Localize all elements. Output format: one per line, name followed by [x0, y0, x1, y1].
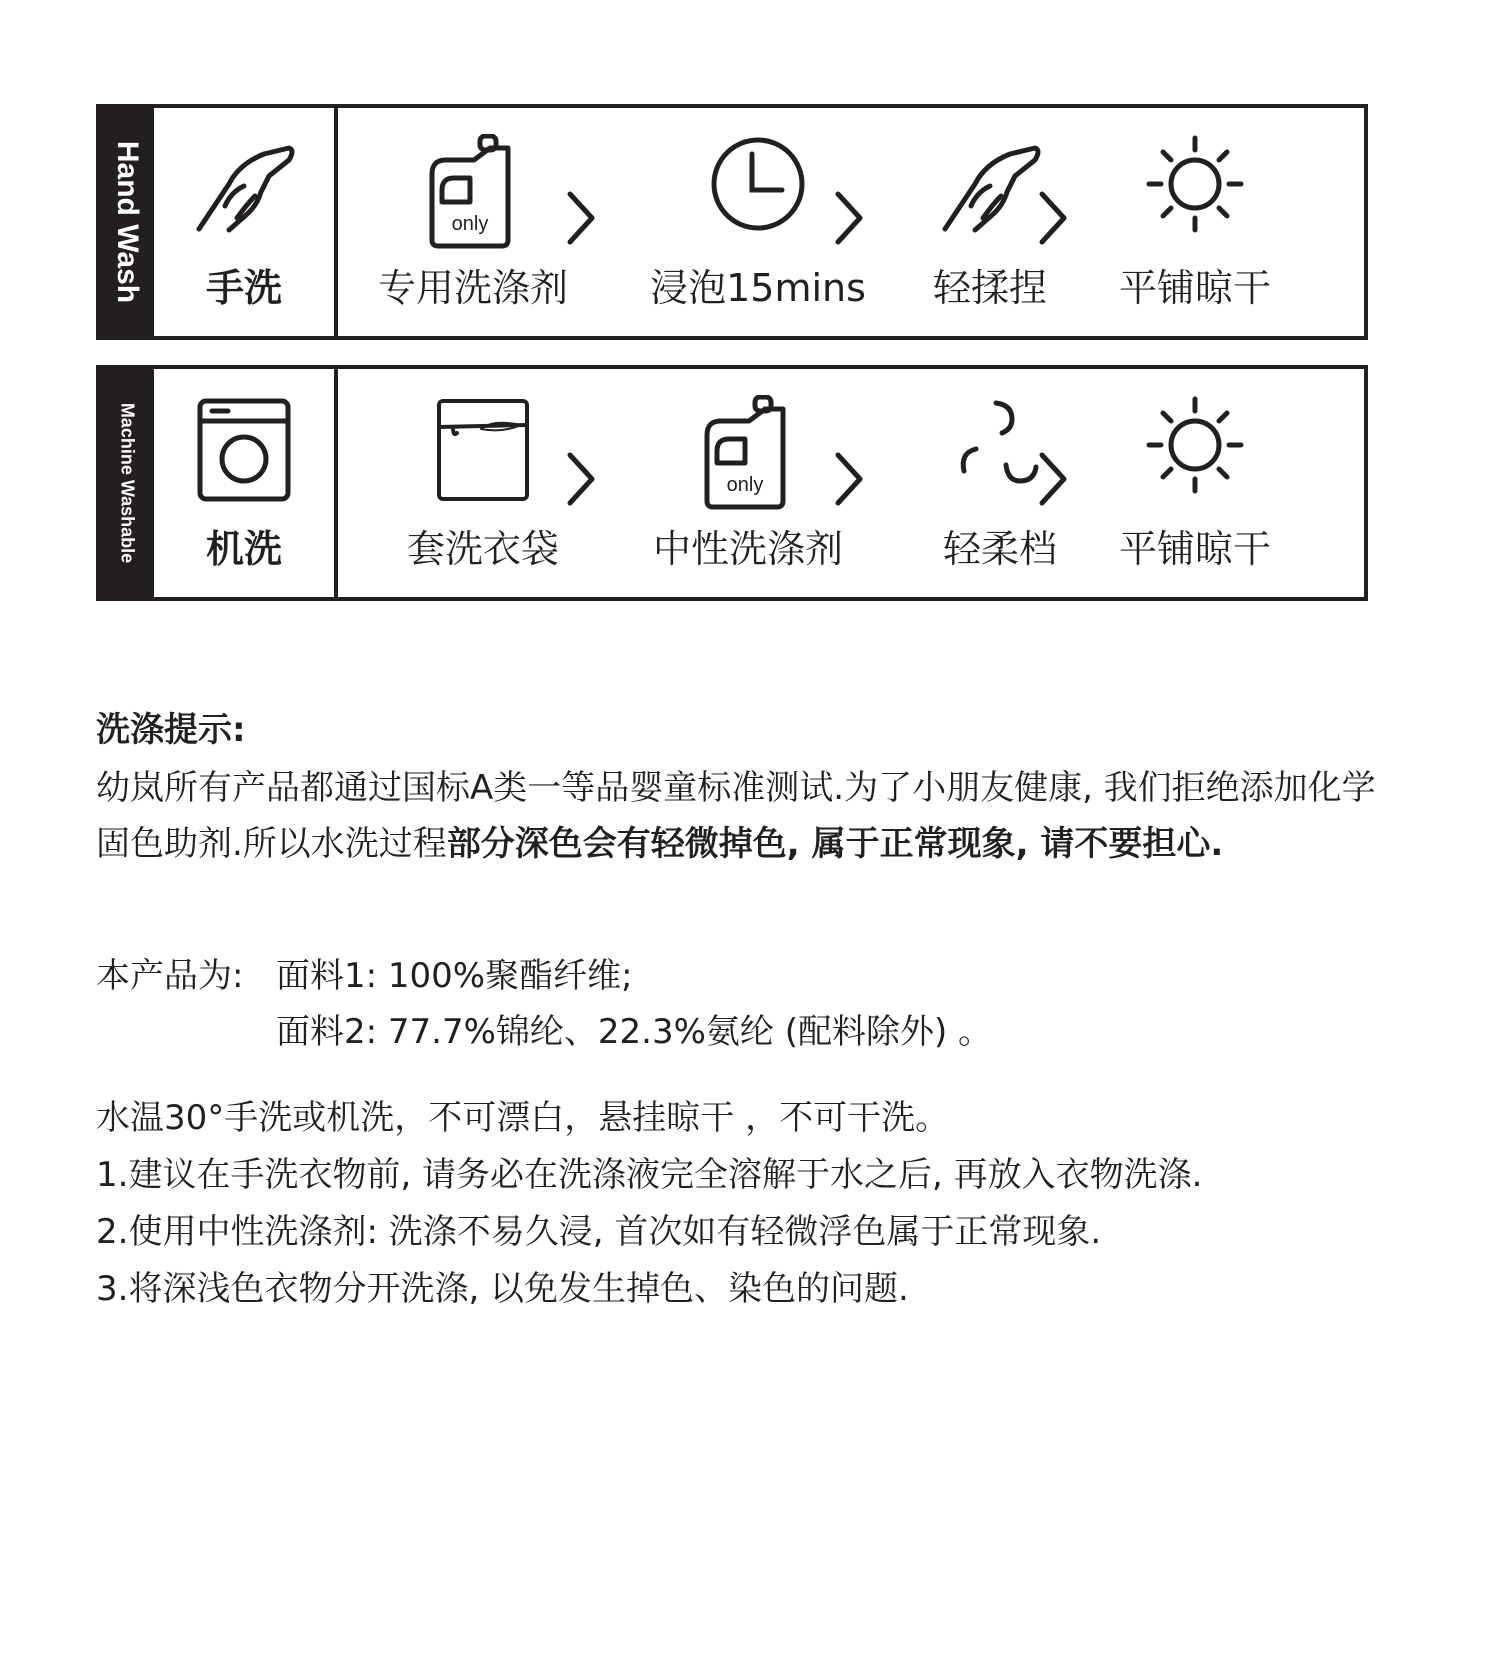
chevron-right-icon — [1034, 188, 1074, 248]
hand-step-dry-label: 平铺晾干 — [1118, 266, 1271, 310]
machine-wash-side-label — [100, 369, 154, 597]
machine-step-dry-label: 平铺晾干 — [1118, 527, 1271, 571]
fabric-label: 本产品为: — [96, 956, 244, 996]
hand-step-knead-label: 轻揉捏 — [932, 266, 1047, 310]
chevron-right-icon — [562, 188, 602, 248]
tips-body-bold: 部分深色会有轻微掉色, 属于正常现象, 请不要担心. — [446, 824, 1224, 864]
bottle-only-text: only — [726, 474, 764, 496]
hand-wash-side-text: Hand Wash — [111, 140, 144, 304]
machine-wash-type — [154, 369, 334, 597]
care-line: 1.建议在手洗衣物前, 请务必在洗涤液完全溶解于水之后, 再放入衣物洗涤. — [96, 1155, 1203, 1195]
care-instructions — [96, 1090, 1386, 1318]
hand-icon — [189, 134, 299, 244]
chevron-right-icon — [830, 449, 870, 509]
fabric-line-1: 面料1: 100%聚酯纤维; — [276, 956, 633, 996]
machine-step-detergent-label: 中性洗涤剂 — [652, 527, 843, 571]
tips-body — [96, 760, 1386, 872]
machine-wash-panel — [96, 365, 1368, 601]
hand-wash-panel — [96, 104, 1368, 340]
hand-icon — [935, 134, 1045, 244]
care-line: 水温30°手洗或机洗，不可漂白，悬挂晾干 ，不可干洗。 — [96, 1098, 950, 1138]
detergent-bottle-icon — [418, 134, 528, 254]
hand-wash-type — [154, 108, 334, 336]
machine-wash-type-label: 机洗 — [205, 527, 282, 571]
tips-title: 洗涤提示: — [96, 710, 246, 750]
fabric-line-2: 面料2: 77.7%锦纶、22.3%氨纶 (配料除外) 。 — [276, 1012, 993, 1052]
clock-icon — [708, 134, 808, 234]
care-line: 2.使用中性洗涤剂: 洗涤不易久浸, 首次如有轻微浮色属于正常现象. — [96, 1212, 1102, 1252]
detergent-bottle-icon — [693, 395, 803, 515]
hand-step-detergent-label: 专用洗涤剂 — [377, 266, 568, 310]
washing-machine-icon — [194, 395, 294, 505]
machine-step-gentle-label: 轻柔档 — [942, 527, 1057, 571]
fabric-composition — [96, 948, 1386, 1060]
hand-wash-type-label: 手洗 — [205, 266, 282, 310]
fabric-row-2 — [96, 1004, 1386, 1060]
fabric-row-1 — [96, 948, 1386, 1004]
chevron-right-icon — [830, 188, 870, 248]
care-line: 3.将深浅色衣物分开洗涤, 以免发生掉色、染色的问题. — [96, 1269, 909, 1309]
sun-icon — [1145, 395, 1245, 495]
hand-step-dry — [1080, 108, 1310, 336]
tips-body-normal: 幼岚所有产品都通过国标A类一等品婴童标准测试.为了小朋友健康, 我们拒绝添加化学固色助剂.所以水洗过程 — [96, 768, 1376, 864]
hand-step-soak-label: 浸泡15mins — [650, 266, 866, 310]
machine-wash-side-text: Machine Washable — [117, 402, 138, 564]
chevron-right-icon — [1034, 449, 1074, 509]
machine-step-bag-label: 套洗衣袋 — [406, 527, 559, 571]
hand-wash-side-label — [100, 108, 154, 336]
machine-step-dry — [1080, 369, 1310, 597]
bottle-only-text: only — [451, 213, 489, 235]
machine-step-gentle — [890, 369, 1110, 597]
chevron-right-icon — [562, 449, 602, 509]
sun-icon — [1145, 134, 1245, 234]
fabric-label-spacer — [96, 1004, 276, 1060]
laundry-bag-icon — [433, 395, 533, 505]
